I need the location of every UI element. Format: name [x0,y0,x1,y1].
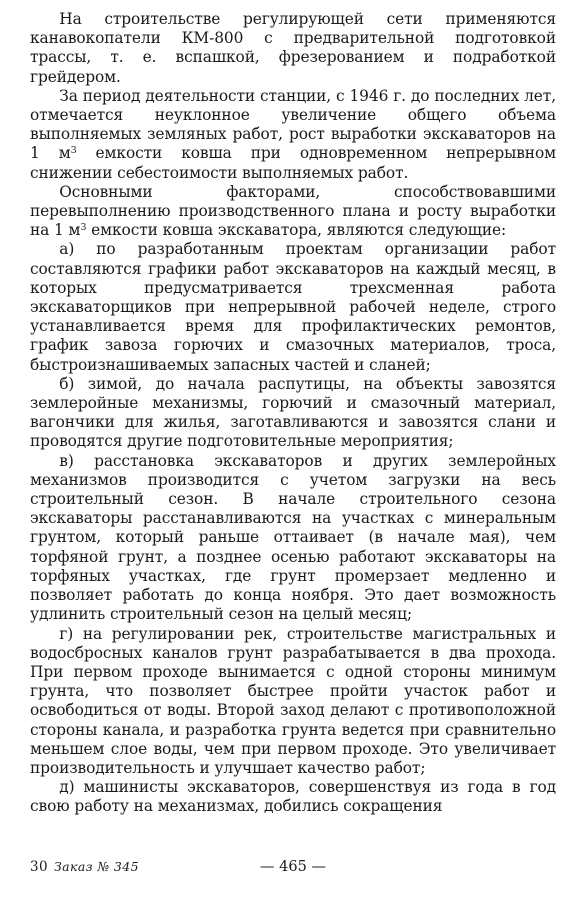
list-item-v-placement: в) расстановка экскаваторов и других землеройных механизмов производится с учетом загрузки на весь строительный сезон. В начале строительного сезона экскаваторы расстанавливаются на участках с минеральным грунтом, который раньше оттаивает (в начале мая), чем торфяной грунт, а позднее осенью работают экскаваторы на торфяных участках, где грунт промерзает медленно и позволяет работать до конца ноября. Это дает возможность удлинить строительный сезон на целый месяц; [30,451,556,624]
book-page [30,10,556,890]
signature-number: 30 [30,859,48,875]
paragraph-station-history: За период деятельности станции, с 1946 г. до последних лет, отмечается неуклонное увеличение общего объема выполняемых земляных работ, рост выработки экскаваторов на 1 $м^3$ емкости ковша при одновременном непрерывном снижении себестоимости выполняемых работ. [30,86,557,182]
page-number: — 465 — [260,859,326,875]
signature-order: Заказ № 345 [53,859,139,874]
paragraph-trenchers: На строительстве регулирующей сети применяются канавокопатели КМ-800 с предварительной подготовкой трассы, т. е. вспашкой, фрезерованием и подработкой грейдером. [30,10,556,86]
cubic-superscript: 3 [80,221,87,233]
list-item-a-schedules: а) по разработанным проектам организации работ составляются графики работ экскаваторов на каждый месяц, в которых предусматривается трехсменная работа экскаваторщиков при непрерывной рабочей неделе, строго устанавливается время для профилактических ремонтов, график завоза горючих и смазочных материалов, троса, быстроизнашиваемых запасных частей и сланей; [30,240,556,374]
paragraph-main-factors: Основными факторами, способствовавшими перевыполнению производственного плана и росту выработки на 1 $м^3$ емкости ковша экскаватора, являются следующие: [30,182,556,240]
page-footer [30,856,556,878]
body-text [30,10,556,817]
list-item-d-operators: д) машинисты экскаваторов, совершенствуя из года в год свою работу на механизмах, добились сокращения [30,778,556,816]
cubic-superscript: 3 [70,145,77,157]
list-item-b-winter-delivery: б) зимой, до начала распутицы, на объекты завозятся землеройные механизмы, горючий и смазочный материал, вагончики для жилья, заготавливаются и завозятся слани и проводятся другие подготовительные мероприятия; [30,374,556,451]
list-item-g-two-passes: г) на регулировании рек, строительстве магистральных и водосбросных каналов грунт разрабатывается в два прохода. При первом проходе вынимается с одной стороны минимум грунта, что позволяет быстрее пройти участок работ и освободиться от воды. Второй заход делают с противоположной стороны канала, и разработка грунта ведется при сравнительно меньшем слое воды, чем при первом проходе. Это увеличивает производительность и улучшает качество работ; [30,624,556,777]
